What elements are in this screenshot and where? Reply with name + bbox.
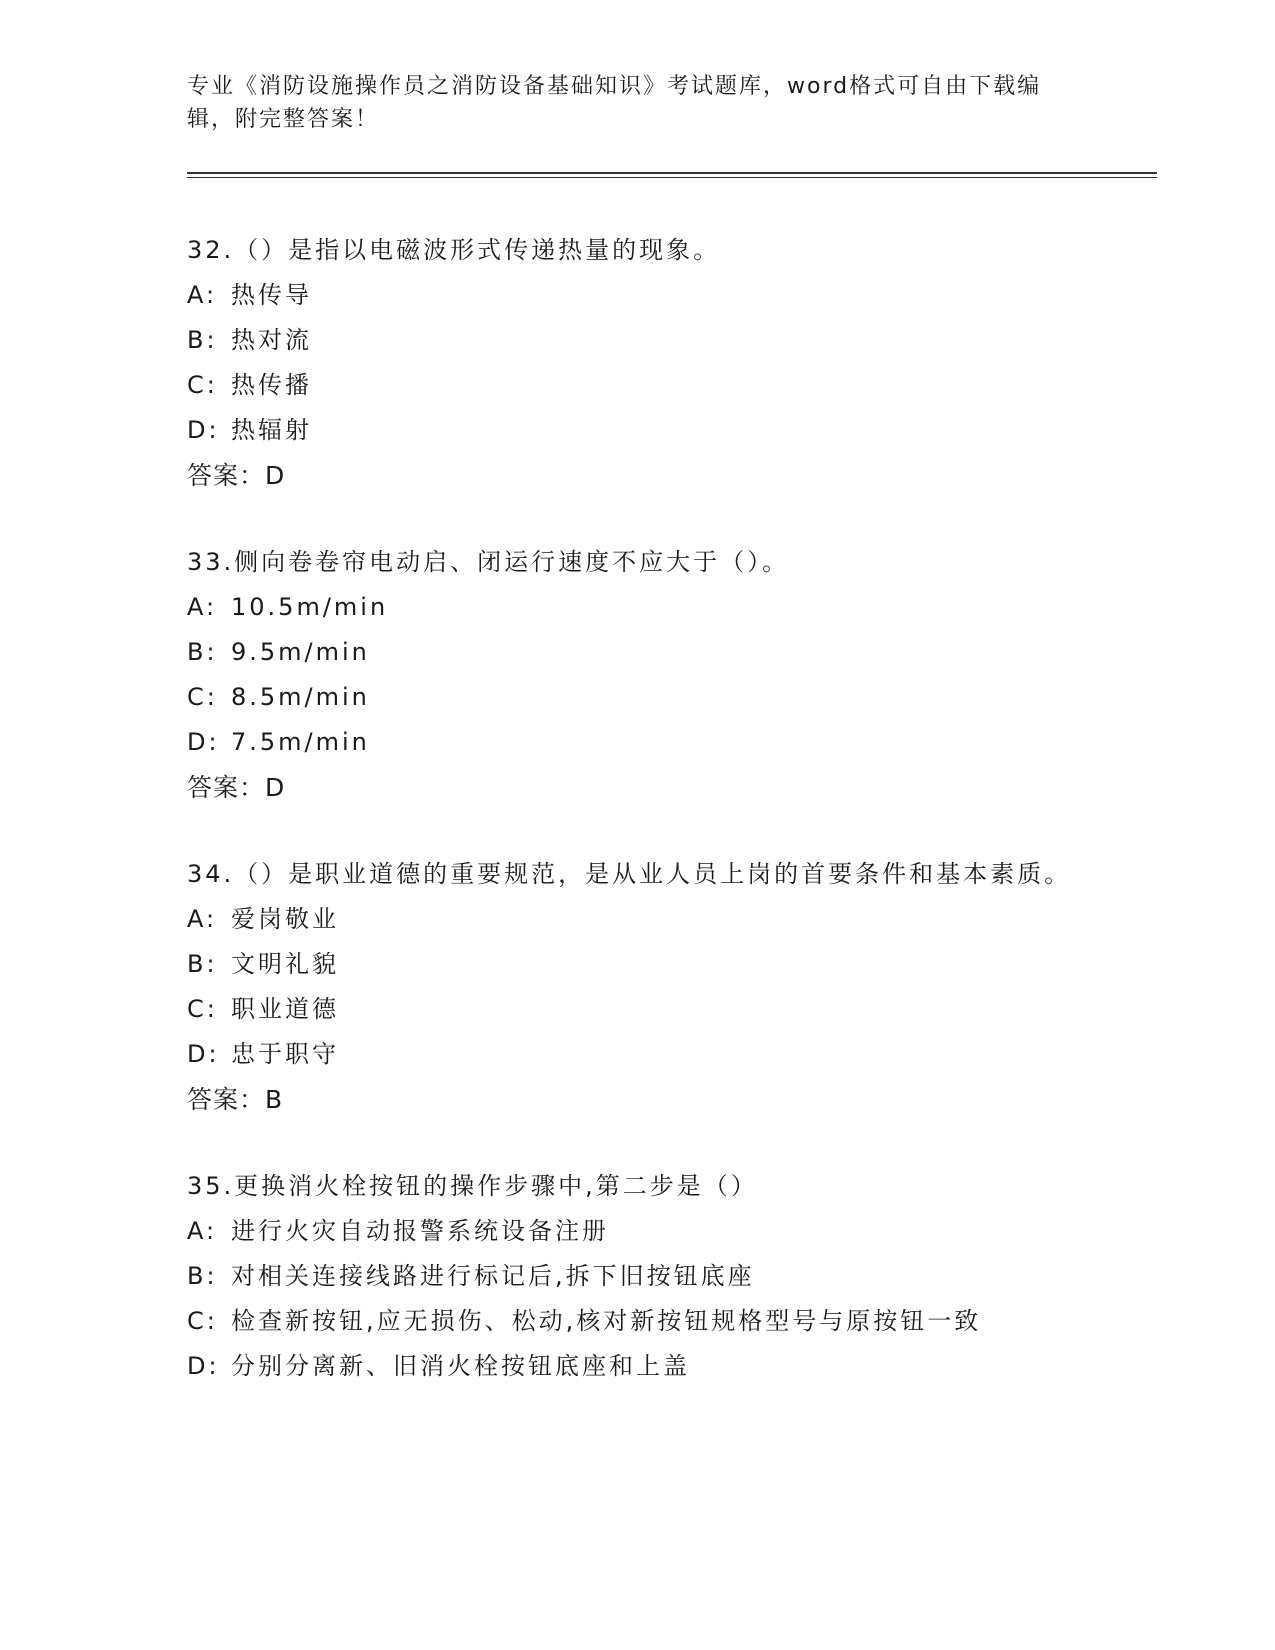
option-text: 职业道德 [231,995,339,1023]
option-a [187,897,1087,942]
option-text: 热对流 [231,326,312,354]
option-a [187,1209,1087,1254]
option-letter: A: [187,281,218,309]
option-b [187,1254,1087,1299]
option-text: 7.5m/min [231,728,370,756]
option-text: 8.5m/min [231,683,370,711]
option-a [187,273,1087,318]
question-stem: 35.更换消火栓按钮的操作步骤中,第二步是（） [187,1172,758,1200]
question-34 [187,852,1157,1122]
question-33 [187,540,1157,810]
option-letter: D: [187,728,220,756]
option-letter: D: [187,416,220,444]
option-text: 爱岗敬业 [231,905,339,933]
option-text: 对相关连接线路进行标记后,拆下旧按钮底座 [231,1262,755,1290]
option-text: 热传播 [231,371,312,399]
option-d [187,1344,1087,1389]
option-c [187,1299,1087,1344]
option-c [187,987,1087,1032]
option-text: 文明礼貌 [231,950,339,978]
option-letter: B: [187,1262,218,1290]
option-letter: B: [187,326,218,354]
option-c [187,675,1087,720]
header-divider [187,172,1157,178]
answer-line: 答案：D [187,461,286,490]
option-text: 分别分离新、旧消火栓按钮底座和上盖 [231,1352,690,1380]
option-text: 热传导 [231,281,312,309]
question-32 [187,228,1157,498]
question-35 [187,1164,1157,1389]
option-a [187,585,1087,630]
document-page [187,70,1157,1389]
option-letter: A: [187,1217,218,1245]
option-d [187,408,1087,453]
option-d [187,720,1087,765]
option-b [187,630,1087,675]
option-letter: C: [187,683,218,711]
option-d [187,1032,1087,1077]
option-text: 10.5m/min [231,593,389,621]
option-letter: B: [187,638,218,666]
option-b [187,318,1087,363]
option-b [187,942,1087,987]
option-letter: D: [187,1352,220,1380]
question-stem: 32.（）是指以电磁波形式传递热量的现象。 [187,236,721,264]
option-letter: C: [187,995,218,1023]
option-letter: A: [187,905,218,933]
option-c [187,363,1087,408]
answer-line: 答案：B [187,1085,284,1114]
option-letter: D: [187,1040,220,1068]
answer-line: 答案：D [187,773,286,802]
question-stem: 34.（）是职业道德的重要规范，是从业人员上岗的首要条件和基本素质。 [187,860,1072,888]
option-letter: A: [187,593,218,621]
option-text: 热辐射 [231,416,312,444]
option-text: 忠于职守 [231,1040,339,1068]
option-text: 进行火灾自动报警系统设备注册 [231,1217,609,1245]
option-text: 检查新按钮,应无损伤、松动,核对新按钮规格型号与原按钮一致 [231,1307,982,1335]
question-stem: 33.侧向卷卷帘电动启、闭运行速度不应大于（）。 [187,548,790,576]
document-header: 专业《消防设施操作员之消防设备基础知识》考试题库，word格式可自由下载编辑，附完整答案！ [187,74,1042,132]
option-letter: B: [187,950,218,978]
option-text: 9.5m/min [231,638,370,666]
option-letter: C: [187,1307,218,1335]
option-letter: C: [187,371,218,399]
